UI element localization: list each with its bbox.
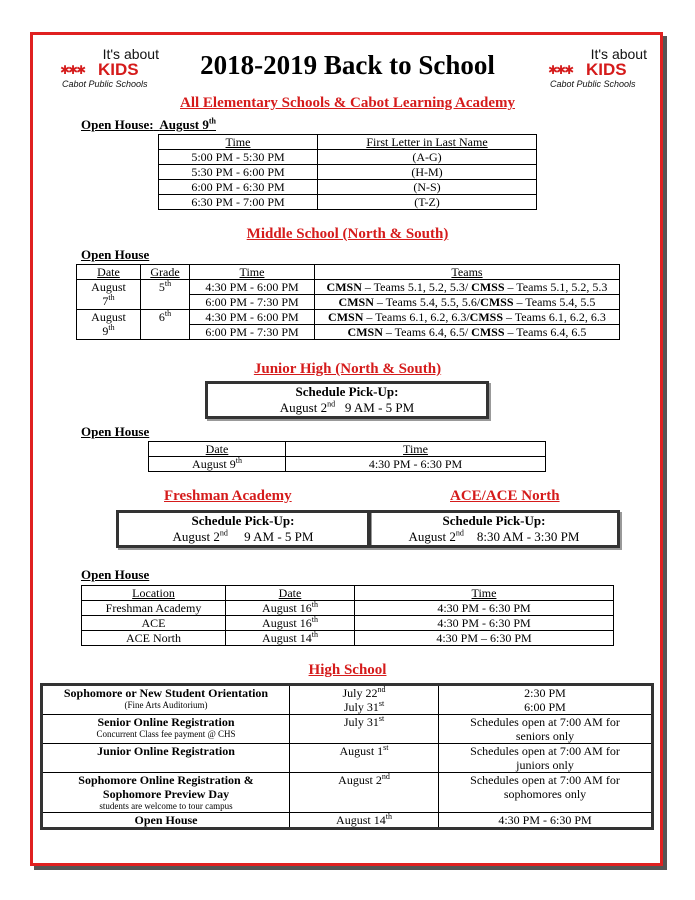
cell-event: Sophomore Online Registration & Sophomore Preview Day students are welcome to tour campus: [42, 773, 290, 813]
cell-time: 4:30 PM - 6:00 PM: [190, 280, 315, 295]
cell-teams: CMSN – Teams 5.1, 5.2, 5.3/ CMSS – Teams 5.1, 5.2, 5.3: [315, 280, 620, 295]
fa-open-house-table: [81, 585, 614, 646]
col-teams: Teams: [315, 265, 620, 280]
cell-date: August 14th: [290, 813, 439, 829]
cell-time: 4:30 PM – 6:30 PM: [355, 631, 614, 646]
col-date: Date: [149, 442, 286, 457]
middle-open-house: Open House: [81, 247, 150, 262]
pickup-detail: August 2nd 8:30 AM - 3:30 PM: [408, 528, 580, 544]
high-table: [40, 683, 654, 830]
table-row: [42, 685, 653, 715]
cell-date: August 14th: [226, 631, 355, 646]
cell: (N-S): [318, 180, 537, 195]
junior-pickup-box: [205, 381, 489, 419]
col-grade: Grade: [141, 265, 190, 280]
cell-date: August 9th: [149, 457, 286, 472]
col-time: Time: [159, 135, 318, 150]
logo-tagline: It's about: [102, 46, 159, 62]
cell-location: ACE: [82, 616, 226, 631]
elementary-table: [158, 134, 537, 210]
table-row: [159, 150, 537, 165]
cell: 5:30 PM - 6:00 PM: [159, 165, 318, 180]
cell-date: July 31st: [290, 715, 439, 744]
cell-event: Open House: [42, 813, 290, 829]
table-row: [42, 773, 653, 813]
cell-info: Schedules open at 7:00 AM for sophomores only: [439, 773, 653, 813]
table-row: [77, 310, 620, 325]
cell-time: 4:30 PM - 6:30 PM: [355, 601, 614, 616]
cell-teams: CMSN – Teams 5.4, 5.5, 5.6/CMSS – Teams 5.4, 5.5: [315, 295, 620, 310]
pickup-label: Schedule Pick-Up:: [191, 513, 295, 528]
page-title: 2018-2019 Back to School: [200, 50, 495, 80]
cell-time: 4:30 PM - 6:00 PM: [190, 310, 315, 325]
high-heading: High School: [308, 662, 387, 678]
cell-event: Senior Online Registration Concurrent Class fee payment @ CHS: [42, 715, 290, 744]
cell-time: 4:30 PM - 6:30 PM: [286, 457, 546, 472]
cell-date: August 16th: [226, 601, 355, 616]
cell-date: August 7th: [77, 280, 141, 310]
cell-info: 2:30 PM 6:00 PM: [439, 685, 653, 715]
cell-date: August 1st: [290, 744, 439, 773]
middle-table: [76, 264, 620, 340]
cell: 6:30 PM - 7:00 PM: [159, 195, 318, 210]
cell: 5:00 PM - 5:30 PM: [159, 150, 318, 165]
cell-time: 4:30 PM - 6:30 PM: [355, 616, 614, 631]
cell-event: Junior Online Registration: [42, 744, 290, 773]
logo-kids: KIDS: [98, 60, 139, 79]
ace-pickup-box: [368, 510, 620, 548]
col-location: Location: [82, 586, 226, 601]
table-row: [42, 715, 653, 744]
cell: (A-G): [318, 150, 537, 165]
logo-kids: KIDS: [586, 60, 627, 79]
cell-location: Freshman Academy: [82, 601, 226, 616]
col-time: Time: [286, 442, 546, 457]
elementary-heading: All Elementary Schools & Cabot Learning Academy: [180, 95, 515, 111]
table-row: [159, 195, 537, 210]
cell-event: Sophomore or New Student Orientation (Fine Arts Auditorium): [42, 685, 290, 715]
pickup-detail: August 2nd 9 AM - 5 PM: [172, 528, 314, 544]
cell: (T-Z): [318, 195, 537, 210]
table-row: [77, 280, 620, 295]
pickup-detail: August 2nd 9 AM - 5 PM: [279, 399, 415, 415]
cell-date: August 9th: [77, 310, 141, 340]
table-row: [82, 616, 614, 631]
junior-open-house: Open House: [81, 424, 150, 439]
cell-teams: CMSN – Teams 6.1, 6.2, 6.3/CMSS – Teams 6.1, 6.2, 6.3: [315, 310, 620, 325]
elementary-open-house: Open House: August 9th: [81, 116, 217, 132]
cell-info: 4:30 PM - 6:30 PM: [439, 813, 653, 829]
cell-date: August 16th: [226, 616, 355, 631]
table-row: [42, 744, 653, 773]
freshman-heading: Freshman Academy: [164, 488, 292, 504]
people-icon: ✱✱✱: [548, 63, 573, 77]
junior-table: [148, 441, 546, 472]
table-row: [159, 165, 537, 180]
col-letter: First Letter in Last Name: [318, 135, 537, 150]
logo-tagline: It's about: [590, 46, 647, 62]
cell-info: Schedules open at 7:00 AM for seniors only: [439, 715, 653, 744]
table-row: [82, 601, 614, 616]
junior-heading: Junior High (North & South): [253, 361, 442, 377]
cell-time: 6:00 PM - 7:30 PM: [190, 325, 315, 340]
cell: 6:00 PM - 6:30 PM: [159, 180, 318, 195]
fa-open-house: Open House: [81, 567, 150, 582]
freshman-pickup-box: [116, 510, 370, 548]
cell-grade: 6th: [141, 310, 190, 340]
logo-district: Cabot Public Schools: [62, 79, 148, 89]
ace-heading: ACE/ACE North: [450, 488, 560, 504]
cell-time: 6:00 PM - 7:30 PM: [190, 295, 315, 310]
table-row: [42, 813, 653, 829]
people-icon: ✱✱✱: [60, 63, 85, 77]
cell-info: Schedules open at 7:00 AM for juniors only: [439, 744, 653, 773]
cell-location: ACE North: [82, 631, 226, 646]
cell-grade: 5th: [141, 280, 190, 310]
cell-teams: CMSN – Teams 6.4, 6.5/ CMSS – Teams 6.4, 6.5: [315, 325, 620, 340]
cell: (H-M): [318, 165, 537, 180]
col-time: Time: [355, 586, 614, 601]
table-row: [149, 457, 546, 472]
table-row: [82, 631, 614, 646]
col-date: Date: [226, 586, 355, 601]
cell-date: July 22nd July 31st: [290, 685, 439, 715]
logo-district: Cabot Public Schools: [550, 79, 636, 89]
middle-heading: Middle School (North & South): [246, 226, 449, 242]
cell-date: August 2nd: [290, 773, 439, 813]
pickup-label: Schedule Pick-Up:: [295, 384, 399, 399]
table-row: [159, 180, 537, 195]
col-time: Time: [190, 265, 315, 280]
pickup-label: Schedule Pick-Up:: [442, 513, 546, 528]
col-date: Date: [77, 265, 141, 280]
